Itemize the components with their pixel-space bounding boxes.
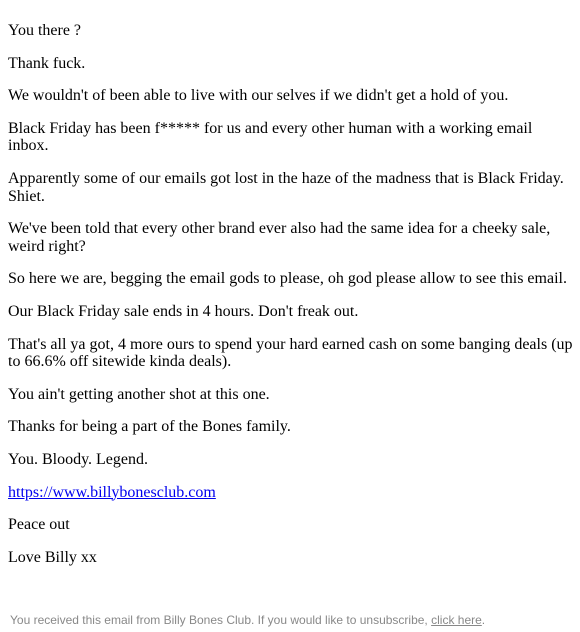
paragraph-link [8,484,574,502]
paragraph-greeting: You there ? [8,22,82,39]
paragraph-email-gods: So here we are, begging the email gods to please, oh god please allow to see this email. [8,270,567,288]
paragraph-thanks: Thanks for being a part of the Bones family. [8,418,291,436]
paragraph-sale-ends: Our Black Friday sale ends in 4 hours. Don't freak out. [8,302,359,320]
email-footer [10,613,570,628]
unsubscribe-link[interactable]: click here [431,613,482,627]
paragraph-lost-emails: Apparently some of our emails got lost in the haze of the madness that is Black Friday. Shiet. [8,169,564,205]
paragraph-deals: That's all ya got, 4 more ours to spend your hard earned cash on some banging deals (up to 66.6% off sitewide kinda deals). [8,335,573,371]
paragraph-signoff: Peace out [8,516,70,534]
footer-text: You received this email from Billy Bones Club. If you would like to unsubscribe, [10,613,428,627]
paragraph-signature: Love Billy xx [8,548,97,566]
paragraph-other-brands: We've been told that every other brand ever also had the same idea for a cheeky sale, weird right? [8,220,551,255]
paragraph-black-friday: Black Friday has been f***** for us and every other human with a working email inbox. [8,119,533,155]
footer-period: . [481,613,486,627]
paragraph-relief: Thank fuck. [8,54,86,72]
paragraph-selves: We wouldn't of been able to live with our selves if we didn't get a hold of you. [8,87,509,105]
paragraph-last-shot: You ain't getting another shot at this one. [8,385,270,403]
website-link[interactable]: https://www.billybonesclub.com [8,483,216,501]
email-body [8,22,574,581]
paragraph-legend: You. Bloody. Legend. [8,450,149,468]
